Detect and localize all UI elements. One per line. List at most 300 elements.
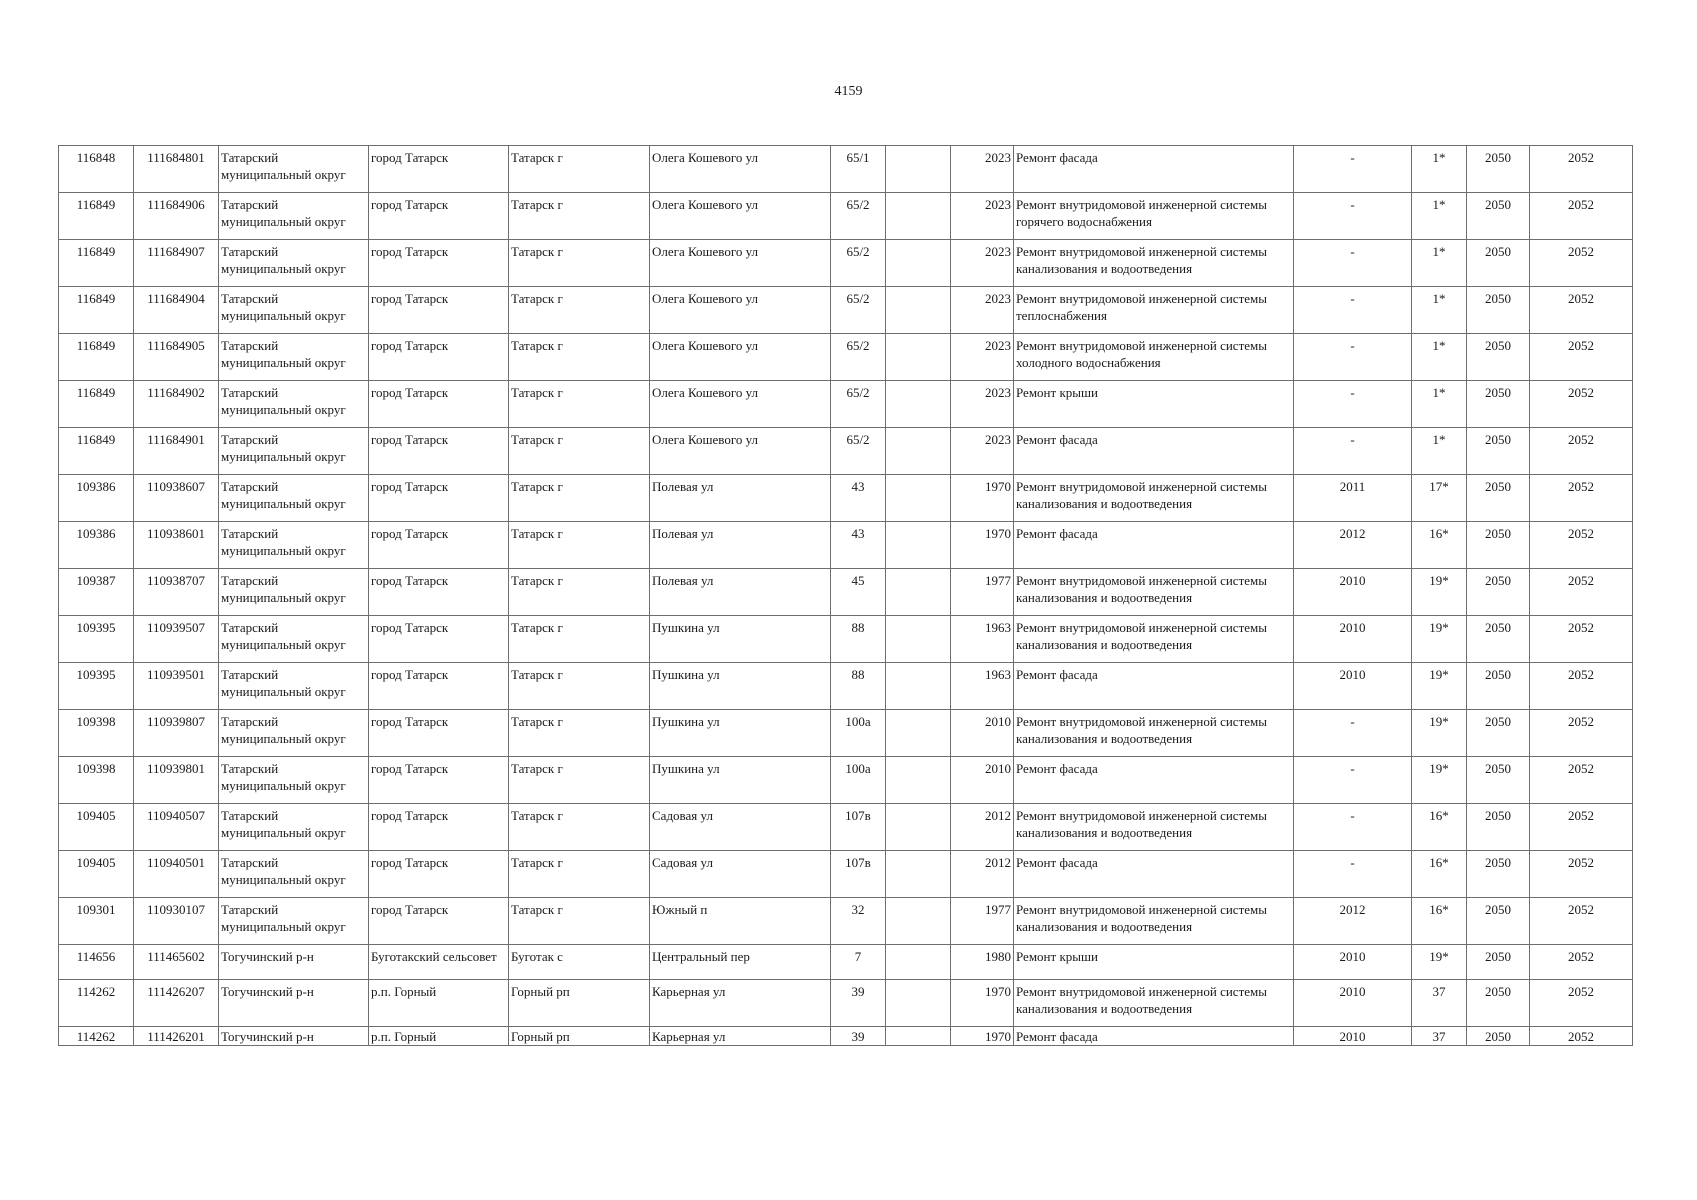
cell-plan-start: 2050 [1467,804,1530,851]
cell-id: 109395 [59,616,134,663]
cell-street: Садовая ул [650,851,831,898]
cell-street: Полевая ул [650,569,831,616]
cell-municipality: город Татарск [369,804,509,851]
cell-house: 100а [831,757,886,804]
cell-year: 1963 [951,616,1014,663]
cell-wear: 19* [1412,945,1467,980]
cell-plan-end: 2052 [1530,146,1633,193]
table-row [59,945,1633,980]
cell-street: Пушкина ул [650,757,831,804]
cell-building [886,710,951,757]
cell-plan-start: 2050 [1467,334,1530,381]
cell-house: 107в [831,851,886,898]
table-row [59,287,1633,334]
cell-work-type: Ремонт внутридомовой инженерной системы канализования и водоотведения [1014,710,1294,757]
cell-locality: Татарск г [509,334,650,381]
cell-house: 65/2 [831,334,886,381]
cell-work-type: Ремонт крыши [1014,381,1294,428]
cell-code: 111684906 [134,193,219,240]
cell-code: 110938601 [134,522,219,569]
cell-code: 111684904 [134,287,219,334]
cell-plan-end: 2052 [1530,569,1633,616]
cell-id: 109405 [59,851,134,898]
cell-locality: Татарск г [509,428,650,475]
cell-municipality: город Татарск [369,757,509,804]
cell-wear: 19* [1412,710,1467,757]
cell-house: 43 [831,475,886,522]
cell-id: 109386 [59,522,134,569]
cell-plan-end: 2052 [1530,381,1633,428]
cell-municipality: город Татарск [369,428,509,475]
cell-wear: 37 [1412,1027,1467,1046]
cell-last-repair: - [1294,428,1412,475]
cell-municipality: город Татарск [369,475,509,522]
cell-locality: Горный рп [509,980,650,1027]
cell-plan-end: 2052 [1530,804,1633,851]
cell-street: Центральный пер [650,945,831,980]
cell-last-repair: 2011 [1294,475,1412,522]
cell-district: Татарский муниципальный округ [219,757,369,804]
cell-building [886,428,951,475]
cell-house: 65/1 [831,146,886,193]
table-row [59,804,1633,851]
cell-year: 2023 [951,146,1014,193]
cell-code: 111684901 [134,428,219,475]
table-row [59,980,1633,1027]
cell-municipality: город Татарск [369,240,509,287]
cell-id: 116849 [59,287,134,334]
cell-district: Тогучинский р-н [219,945,369,980]
cell-municipality: город Татарск [369,193,509,240]
cell-house: 45 [831,569,886,616]
cell-code: 110938707 [134,569,219,616]
cell-street: Пушкина ул [650,710,831,757]
table-row [59,569,1633,616]
cell-year: 2023 [951,428,1014,475]
cell-building [886,193,951,240]
cell-municipality: р.п. Горный [369,980,509,1027]
cell-building [886,980,951,1027]
cell-district: Татарский муниципальный округ [219,663,369,710]
table-row [59,381,1633,428]
cell-district: Татарский муниципальный округ [219,428,369,475]
table-row [59,663,1633,710]
cell-year: 2010 [951,710,1014,757]
cell-work-type: Ремонт фасада [1014,428,1294,475]
cell-plan-end: 2052 [1530,475,1633,522]
cell-municipality: город Татарск [369,898,509,945]
cell-id: 114262 [59,1027,134,1046]
cell-year: 2023 [951,334,1014,381]
cell-wear: 19* [1412,616,1467,663]
table-row [59,616,1633,663]
cell-last-repair: 2010 [1294,1027,1412,1046]
cell-id: 109386 [59,475,134,522]
cell-street: Олега Кошевого ул [650,146,831,193]
cell-municipality: город Татарск [369,851,509,898]
cell-id: 116849 [59,334,134,381]
cell-id: 109405 [59,804,134,851]
cell-last-repair: - [1294,193,1412,240]
cell-plan-end: 2052 [1530,240,1633,287]
cell-year: 2012 [951,851,1014,898]
cell-plan-start: 2050 [1467,569,1530,616]
cell-year: 1977 [951,569,1014,616]
cell-plan-start: 2050 [1467,757,1530,804]
cell-house: 65/2 [831,428,886,475]
cell-house: 7 [831,945,886,980]
cell-wear: 1* [1412,334,1467,381]
cell-building [886,240,951,287]
cell-district: Татарский муниципальный округ [219,334,369,381]
cell-code: 110939501 [134,663,219,710]
table-row [59,710,1633,757]
cell-street: Полевая ул [650,522,831,569]
cell-street: Пушкина ул [650,616,831,663]
cell-locality: Буготак с [509,945,650,980]
cell-building [886,334,951,381]
cell-year: 2023 [951,240,1014,287]
cell-street: Олега Кошевого ул [650,287,831,334]
cell-plan-end: 2052 [1530,428,1633,475]
cell-plan-end: 2052 [1530,898,1633,945]
cell-street: Олега Кошевого ул [650,381,831,428]
cell-wear: 37 [1412,980,1467,1027]
cell-last-repair: - [1294,804,1412,851]
cell-id: 109398 [59,757,134,804]
cell-street: Олега Кошевого ул [650,428,831,475]
cell-last-repair: - [1294,146,1412,193]
cell-street: Олега Кошевого ул [650,240,831,287]
cell-work-type: Ремонт фасада [1014,663,1294,710]
cell-code: 111684902 [134,381,219,428]
cell-plan-start: 2050 [1467,663,1530,710]
cell-locality: Татарск г [509,851,650,898]
table-row [59,851,1633,898]
cell-work-type: Ремонт внутридомовой инженерной системы канализования и водоотведения [1014,616,1294,663]
cell-id: 116848 [59,146,134,193]
cell-municipality: город Татарск [369,616,509,663]
cell-house: 107в [831,804,886,851]
cell-code: 111684907 [134,240,219,287]
cell-plan-end: 2052 [1530,616,1633,663]
cell-plan-start: 2050 [1467,240,1530,287]
cell-district: Татарский муниципальный округ [219,475,369,522]
cell-id: 109301 [59,898,134,945]
table-row [59,334,1633,381]
cell-last-repair: 2010 [1294,945,1412,980]
cell-wear: 16* [1412,804,1467,851]
cell-work-type: Ремонт внутридомовой инженерной системы холодного водоснабжения [1014,334,1294,381]
cell-plan-end: 2052 [1530,710,1633,757]
cell-last-repair: 2010 [1294,663,1412,710]
cell-id: 109398 [59,710,134,757]
cell-year: 2010 [951,757,1014,804]
cell-plan-start: 2050 [1467,945,1530,980]
cell-plan-start: 2050 [1467,381,1530,428]
cell-last-repair: 2012 [1294,522,1412,569]
cell-locality: Татарск г [509,663,650,710]
cell-wear: 1* [1412,287,1467,334]
cell-wear: 1* [1412,193,1467,240]
cell-locality: Татарск г [509,804,650,851]
cell-locality: Татарск г [509,616,650,663]
cell-code: 110940507 [134,804,219,851]
cell-last-repair: - [1294,334,1412,381]
cell-building [886,616,951,663]
cell-district: Тогучинский р-н [219,980,369,1027]
registry-table [58,145,1633,1046]
table-row [59,240,1633,287]
cell-house: 65/2 [831,193,886,240]
cell-municipality: р.п. Горный [369,1027,509,1046]
cell-plan-start: 2050 [1467,193,1530,240]
cell-last-repair: - [1294,851,1412,898]
cell-plan-start: 2050 [1467,898,1530,945]
cell-building [886,569,951,616]
cell-street: Карьерная ул [650,1027,831,1046]
cell-plan-end: 2052 [1530,287,1633,334]
cell-district: Тогучинский р-н [219,1027,369,1046]
table-row [59,475,1633,522]
cell-plan-end: 2052 [1530,1027,1633,1046]
cell-locality: Татарск г [509,757,650,804]
cell-year: 2023 [951,193,1014,240]
cell-building [886,475,951,522]
cell-last-repair: 2012 [1294,898,1412,945]
cell-code: 111684905 [134,334,219,381]
cell-last-repair: - [1294,757,1412,804]
cell-year: 2023 [951,381,1014,428]
cell-id: 116849 [59,381,134,428]
cell-year: 1970 [951,1027,1014,1046]
cell-locality: Татарск г [509,569,650,616]
cell-year: 2023 [951,287,1014,334]
cell-wear: 17* [1412,475,1467,522]
cell-code: 111684801 [134,146,219,193]
cell-district: Татарский муниципальный округ [219,146,369,193]
cell-plan-start: 2050 [1467,710,1530,757]
cell-year: 1980 [951,945,1014,980]
cell-house: 39 [831,980,886,1027]
table-row [59,146,1633,193]
cell-work-type: Ремонт фасада [1014,146,1294,193]
cell-locality: Татарск г [509,475,650,522]
table-row [59,193,1633,240]
cell-wear: 1* [1412,240,1467,287]
cell-id: 114656 [59,945,134,980]
cell-last-repair: - [1294,710,1412,757]
cell-plan-start: 2050 [1467,428,1530,475]
cell-district: Татарский муниципальный округ [219,616,369,663]
cell-district: Татарский муниципальный округ [219,287,369,334]
cell-building [886,381,951,428]
cell-plan-start: 2050 [1467,851,1530,898]
cell-municipality: город Татарск [369,146,509,193]
table-body [59,146,1633,1046]
cell-year: 2012 [951,804,1014,851]
cell-plan-end: 2052 [1530,334,1633,381]
cell-code: 110939807 [134,710,219,757]
cell-last-repair: 2010 [1294,980,1412,1027]
cell-last-repair: - [1294,381,1412,428]
cell-street: Южный п [650,898,831,945]
cell-work-type: Ремонт внутридомовой инженерной системы горячего водоснабжения [1014,193,1294,240]
cell-year: 1970 [951,522,1014,569]
cell-street: Карьерная ул [650,980,831,1027]
cell-code: 111465602 [134,945,219,980]
cell-code: 110930107 [134,898,219,945]
cell-work-type: Ремонт внутридомовой инженерной системы канализования и водоотведения [1014,240,1294,287]
cell-municipality: Буготакский сельсовет [369,945,509,980]
cell-plan-start: 2050 [1467,980,1530,1027]
cell-work-type: Ремонт внутридомовой инженерной системы канализования и водоотведения [1014,475,1294,522]
cell-district: Татарский муниципальный округ [219,381,369,428]
cell-id: 116849 [59,193,134,240]
cell-municipality: город Татарск [369,710,509,757]
table-row [59,757,1633,804]
cell-work-type: Ремонт фасада [1014,522,1294,569]
cell-plan-end: 2052 [1530,945,1633,980]
cell-id: 114262 [59,980,134,1027]
cell-building [886,1027,951,1046]
cell-last-repair: - [1294,287,1412,334]
cell-plan-start: 2050 [1467,522,1530,569]
cell-year: 1977 [951,898,1014,945]
cell-plan-start: 2050 [1467,1027,1530,1046]
cell-street: Олега Кошевого ул [650,334,831,381]
cell-building [886,522,951,569]
table-row [59,522,1633,569]
cell-wear: 16* [1412,898,1467,945]
cell-district: Татарский муниципальный округ [219,569,369,616]
cell-plan-end: 2052 [1530,522,1633,569]
cell-plan-start: 2050 [1467,475,1530,522]
cell-work-type: Ремонт фасада [1014,757,1294,804]
cell-plan-end: 2052 [1530,663,1633,710]
cell-id: 109395 [59,663,134,710]
cell-district: Татарский муниципальный округ [219,240,369,287]
cell-house: 100а [831,710,886,757]
cell-plan-start: 2050 [1467,146,1530,193]
cell-district: Татарский муниципальный округ [219,804,369,851]
cell-code: 110939507 [134,616,219,663]
cell-locality: Татарск г [509,193,650,240]
cell-work-type: Ремонт внутридомовой инженерной системы теплоснабжения [1014,287,1294,334]
cell-code: 111426201 [134,1027,219,1046]
table-row [59,898,1633,945]
cell-work-type: Ремонт крыши [1014,945,1294,980]
cell-plan-end: 2052 [1530,851,1633,898]
cell-code: 110938607 [134,475,219,522]
cell-id: 116849 [59,428,134,475]
cell-locality: Татарск г [509,287,650,334]
cell-code: 110939801 [134,757,219,804]
cell-municipality: город Татарск [369,569,509,616]
cell-building [886,851,951,898]
cell-wear: 16* [1412,522,1467,569]
cell-building [886,287,951,334]
cell-year: 1963 [951,663,1014,710]
cell-house: 43 [831,522,886,569]
cell-work-type: Ремонт внутридомовой инженерной системы канализования и водоотведения [1014,569,1294,616]
cell-work-type: Ремонт внутридомовой инженерной системы канализования и водоотведения [1014,980,1294,1027]
cell-wear: 19* [1412,569,1467,616]
cell-building [886,898,951,945]
cell-plan-start: 2050 [1467,616,1530,663]
cell-building [886,804,951,851]
cell-plan-end: 2052 [1530,193,1633,240]
cell-street: Полевая ул [650,475,831,522]
table-row [59,1027,1633,1046]
cell-district: Татарский муниципальный округ [219,193,369,240]
cell-district: Татарский муниципальный округ [219,710,369,757]
cell-locality: Татарск г [509,381,650,428]
cell-plan-end: 2052 [1530,757,1633,804]
cell-locality: Татарск г [509,146,650,193]
cell-work-type: Ремонт фасада [1014,851,1294,898]
cell-plan-start: 2050 [1467,287,1530,334]
cell-year: 1970 [951,475,1014,522]
cell-last-repair: - [1294,240,1412,287]
cell-building [886,146,951,193]
cell-district: Татарский муниципальный округ [219,522,369,569]
cell-building [886,757,951,804]
cell-municipality: город Татарск [369,381,509,428]
cell-wear: 19* [1412,757,1467,804]
cell-locality: Горный рп [509,1027,650,1046]
page-number: 4159 [834,84,863,99]
cell-municipality: город Татарск [369,522,509,569]
cell-locality: Татарск г [509,710,650,757]
cell-house: 88 [831,663,886,710]
cell-house: 65/2 [831,240,886,287]
cell-district: Татарский муниципальный округ [219,898,369,945]
cell-wear: 1* [1412,428,1467,475]
cell-municipality: город Татарск [369,663,509,710]
cell-municipality: город Татарск [369,287,509,334]
cell-locality: Татарск г [509,522,650,569]
cell-wear: 19* [1412,663,1467,710]
cell-house: 39 [831,1027,886,1046]
cell-wear: 1* [1412,146,1467,193]
cell-locality: Татарск г [509,898,650,945]
cell-house: 32 [831,898,886,945]
cell-street: Пушкина ул [650,663,831,710]
cell-year: 1970 [951,980,1014,1027]
cell-building [886,663,951,710]
cell-work-type: Ремонт внутридомовой инженерной системы канализования и водоотведения [1014,804,1294,851]
cell-house: 65/2 [831,381,886,428]
cell-street: Садовая ул [650,804,831,851]
cell-locality: Татарск г [509,240,650,287]
table-row [59,428,1633,475]
cell-wear: 1* [1412,381,1467,428]
cell-house: 88 [831,616,886,663]
cell-plan-end: 2052 [1530,980,1633,1027]
cell-id: 109387 [59,569,134,616]
cell-municipality: город Татарск [369,334,509,381]
cell-house: 65/2 [831,287,886,334]
cell-work-type: Ремонт фасада [1014,1027,1294,1046]
cell-code: 110940501 [134,851,219,898]
cell-code: 111426207 [134,980,219,1027]
cell-id: 116849 [59,240,134,287]
cell-last-repair: 2010 [1294,569,1412,616]
cell-street: Олега Кошевого ул [650,193,831,240]
cell-work-type: Ремонт внутридомовой инженерной системы канализования и водоотведения [1014,898,1294,945]
cell-building [886,945,951,980]
